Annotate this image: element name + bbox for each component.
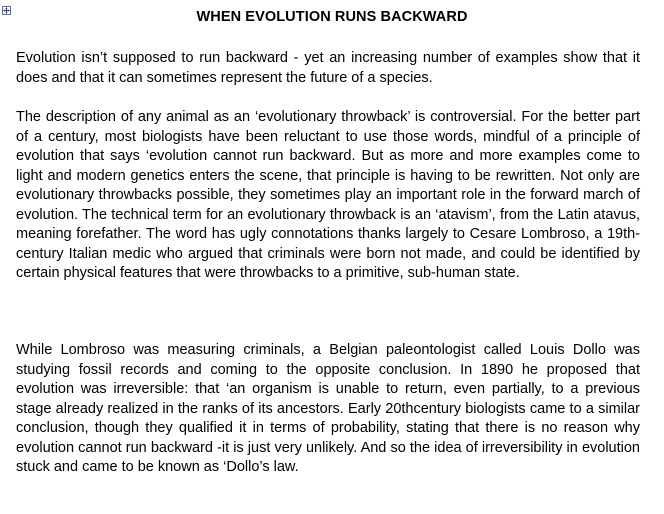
document-title: WHEN EVOLUTION RUNS BACKWARD [196,9,468,25]
paragraph-intro: Evolution isn’t supposed to run backward - yet an increasing number of examples show that it does and that it can sometimes represent the future of a species. [16,50,640,86]
paragraph-dollo: While Lombroso was measuring criminals, a Belgian paleontologist called Louis Dollo was studying fossil records and coming to the opposite conclusion. In 1890 he proposed that evolution was irreversible: that ‘an organism is unable to return, even partially, to a previous stage already realized in the ranks of its ancestors. Early 20thcentury biologists came to a similar conclusion, though they qualified it in terms of probability, stating that there is no reason why evolution cannot run backward -it is just very unlikely. And so the idea of irreversibility in evolution stuck and came to be known as ‘Dollo’s law. [16,342,640,475]
paragraph-atavism: The description of any animal as an ‘evolutionary throwback’ is controversial. For the better part of a century, most biologists have been reluctant to use those words, mindful of a principle of evolution that says ‘evolution cannot run backward. But as more and more examples come to light and modern genetics enters the scene, that principle is having to be rewritten. Not only are evolutionary throwbacks possible, they sometimes play an important role in the forward march of evolution. The technical term for an evolutionary throwback is an ‘atavism’, from the Latin atavus, meaning forefather. The word has ugly connotations thanks largely to Cesare Lombroso, a 19th-century Italian medic who argued that criminals were born not made, and could be identified by certain physical features that were throwbacks to a primitive, sub-human state. [16,109,640,281]
